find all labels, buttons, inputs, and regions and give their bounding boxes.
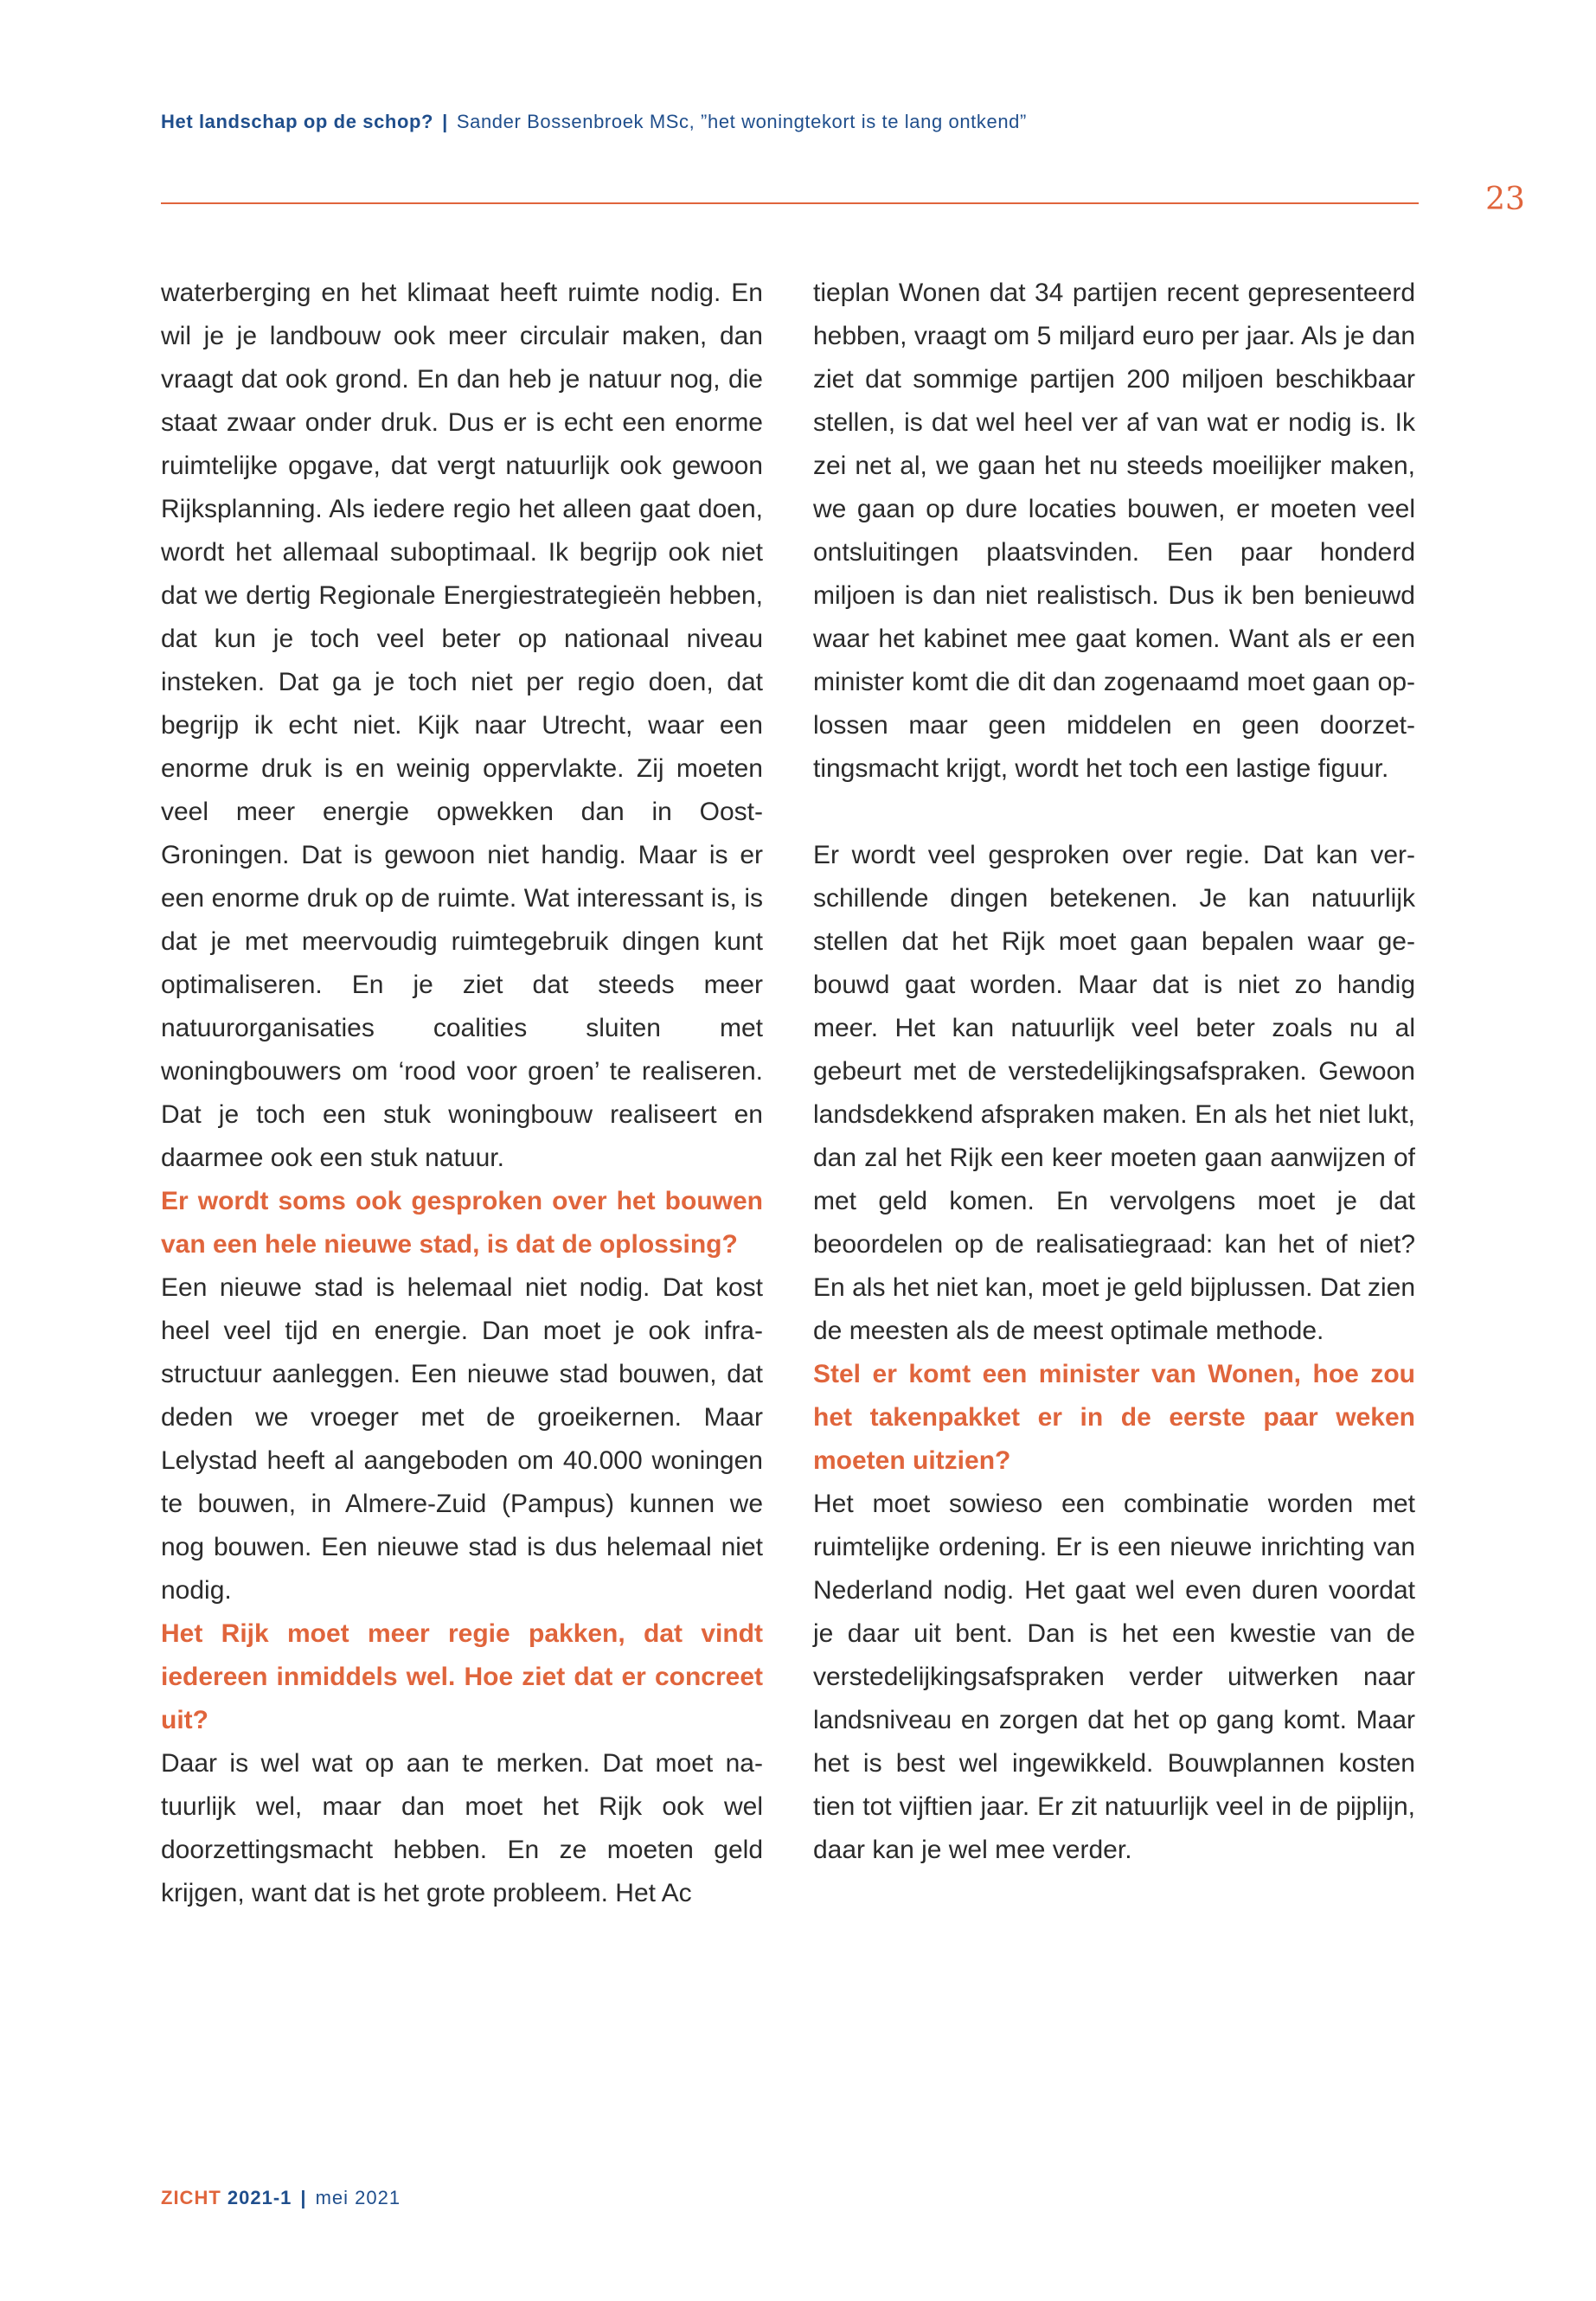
footer-issue: 2021-1 — [227, 2187, 292, 2208]
header-title: Het landschap op de schop? — [161, 111, 434, 132]
header-subtitle: Sander Bossenbroek MSc, ”het woningtekort is te lang ontkend” — [456, 111, 1027, 132]
footer-date: mei 2021 — [315, 2187, 401, 2208]
left-paragraph-1: waterberging en het klimaat heeft ruimte nodig. En wil je je landbouw ook meer circulair maken, dan vraagt dat ook grond. En dan heb je natuur nog, die staat zwaar onder druk. Dus er is echt een enorme ruimtelijke opgave, dat vergt natuurlijk ook gewoon Rijksplanning. Als iedere regio het alleen gaat doen, wordt het allemaal suboptimaal. Ik begrijp ook niet dat we dertig Regionale Energiestrategieën hebben, dat kun je toch veel beter op nationaal niveau insteken. Dat ga je toch niet per regio doen, dat begrijp ik echt niet. Kijk naar Utrecht, waar een enorme druk is en weinig oppervlakte. Zij moeten veel meer energie opwekken dan in Oost-Groningen. Dat is gewoon niet handig. Maar is er een enorme druk op de ruimte. Wat interessant is, is dat je met meervoudig ruimtegebruik dingen kunt optimaliseren. En je ziet dat steeds meer natuurorganisaties coalities sluiten met woningbouwers om ‘rood voor groen’ te realiseren. Dat je toch een stuk woningbouw realiseert en daarmee ook een stuk natuur. — [161, 279, 763, 1172]
left-question-2: Het Rijk moet meer regie pakken, dat vindt iedereen inmiddels wel. Hoe ziet dat er concreet uit? — [161, 1619, 763, 1734]
right-column — [813, 272, 1415, 1872]
footer — [161, 2187, 401, 2209]
left-question-1: Er wordt soms ook gesproken over het bouwen van een hele nieuwe stad, is dat de oplossing? — [161, 1187, 763, 1259]
left-paragraph-2: Een nieuwe stad is helemaal niet nodig. Dat kost heel veel tijd en energie. Dan moet je ook infrastructuur aanleggen. Een nieuwe stad bouwen, dat deden we vroeger met de groeikernen. Maar Lelystad heeft al aangeboden om 40.000 woningen te bouwen, in Almere-Zuid (Pampus) kunnen we nog bouwen. Een nieuwe stad is dus helemaal niet nodig. — [161, 1273, 763, 1605]
left-paragraph-3: Daar is wel wat op aan te merken. Dat moet natuurlijk wel, maar dan moet het Rijk ook wel doorzettingsmacht hebben. En ze moeten geld krijgen, want dat is het grote probleem. Het Ac — [161, 1749, 763, 1907]
right-paragraph-1: tieplan Wonen dat 34 partijen recent gepresenteerd hebben, vraagt om 5 miljard euro per jaar. Als je dan ziet dat sommige partijen 200 miljoen beschikbaar stellen, is dat wel heel ver af van wat er nodig is. Ik zei net al, we gaan het nu steeds moeilijker maken, we gaan op dure locaties bouwen, er moeten veel ontsluitingen plaatsvinden. Een paar honderd miljoen is dan niet realistisch. Dus ik ben benieuwd waar het kabinet mee gaat komen. Want als er een minister komt die dit dan zogenaamd moet gaan oplossen maar geen middelen en geen doorzettingsmacht krijgt, wordt het toch een lastige figuur. — [813, 279, 1415, 783]
header-separator: | — [442, 111, 448, 132]
right-paragraph-2: Er wordt veel gesproken over regie. Dat kan verschillende dingen betekenen. Je kan natuurlijk stellen dat het Rijk moet gaan bepalen waar gebouwd gaat worden. Maar dat is niet zo handig meer. Het kan natuurlijk veel beter zoals nu al gebeurt met de verstedelijkingsafspraken. Gewoon landsdekkend afspraken maken. En als het niet lukt, dan zal het Rijk een keer moeten gaan aanwijzen of met geld komen. En vervolgens moet je dat beoordelen op de realisatiegraad: kan het of niet? En als het niet kan, moet je geld bijplussen. Dat zien de meesten als de meest optimale methode. — [813, 841, 1415, 1345]
footer-brand: ZICHT — [161, 2187, 221, 2208]
left-column — [161, 272, 763, 1915]
header-rule — [161, 202, 1419, 204]
right-paragraph-3: Het moet sowieso een combinatie worden met ruimtelijke ordening. Er is een nieuwe inrichting van Nederland nodig. Het gaat wel even duren voordat je daar uit bent. Dan is het een kwestie van de verstedelijkingsafspraken verder uitwerken naar landsniveau en zorgen dat het op gang komt. Maar het is best wel ingewikkeld. Bouwplannen kosten tien tot vijftien jaar. Er zit natuurlijk veel in de pijplijn, daar kan je wel mee verder. — [813, 1490, 1415, 1864]
page-number: 23 — [1485, 182, 1525, 217]
right-question-1: Stel er komt een minister van Wonen, hoe zou het takenpakket er in de eerste paar weken moeten uitzien? — [813, 1360, 1415, 1475]
footer-separator: | — [300, 2187, 307, 2208]
running-header — [161, 111, 1027, 133]
